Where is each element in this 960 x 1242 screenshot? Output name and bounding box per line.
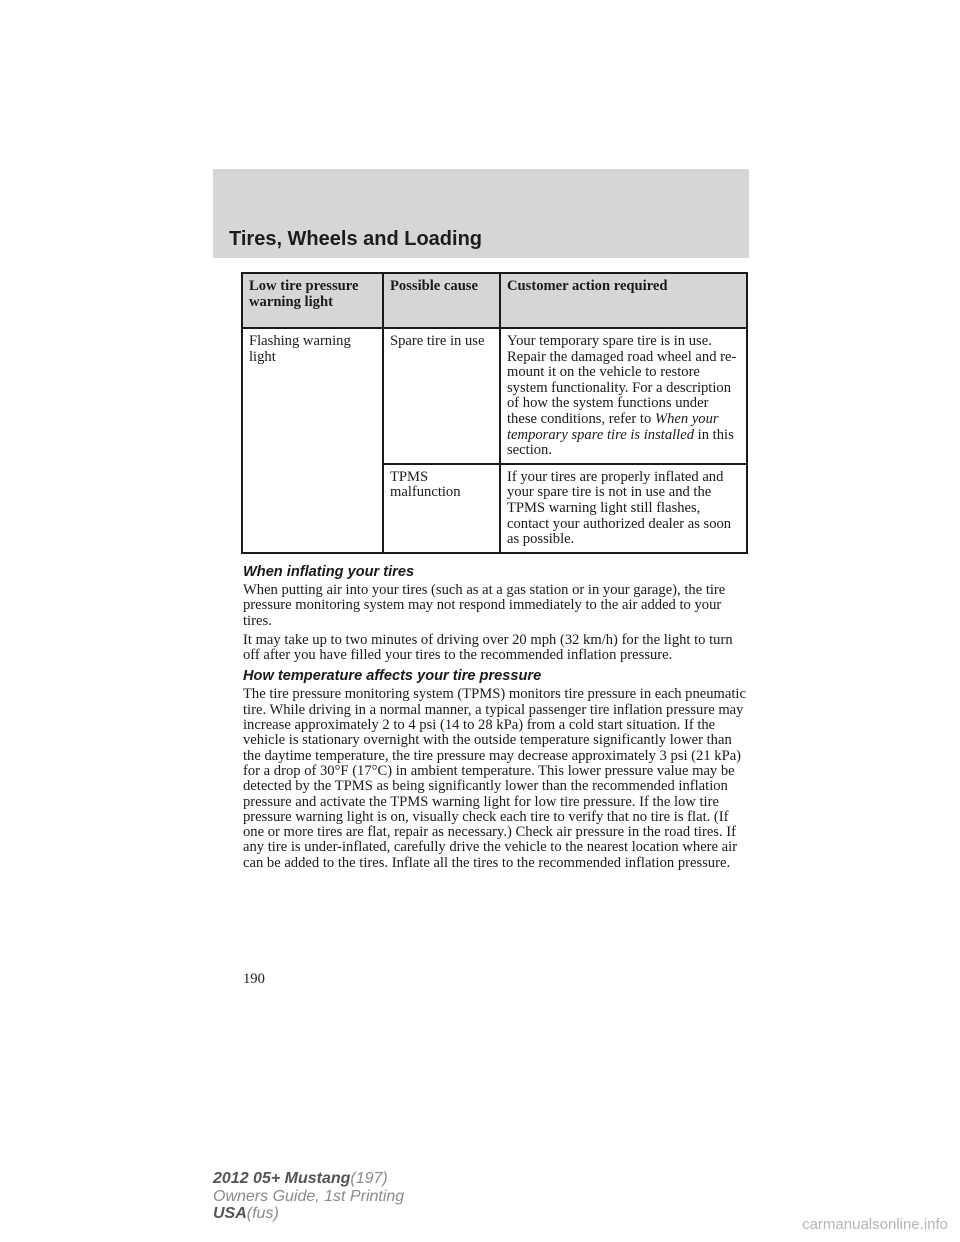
column-header-possible-cause: Possible cause	[383, 273, 500, 328]
footer-region-code: (fus)	[246, 1205, 279, 1222]
print-footer	[213, 1170, 404, 1223]
paragraph: It may take up to two minutes of driving over 20 mph (32 km/h) for the light to turn off after you have filled your tires to the recommended inflation pressure.	[243, 631, 733, 664]
cell-action: If your tires are properly inflated and your spare tire is not in use and the TPMS warning light still flashes, contact your authorized dealer as soon as possible.	[500, 464, 747, 553]
column-header-customer-action: Customer action required	[500, 273, 747, 328]
page-number: 190	[243, 971, 265, 987]
paragraph: When putting air into your tires (such as at a gas station or in your garage), the tire pressure monitoring system may not respond immediately to the air added to your tires.	[243, 582, 726, 629]
cell-warning-light: Flashing warning light	[242, 328, 383, 553]
paragraph: The tire pressure monitoring system (TPMS) monitors tire pressure in each pneumatic tire. While driving in a normal manner, a typical passenger tire inflation pressure may increase approximately 2 to 4 psi (14 to 28 kPa) from a cold start situation. If the vehicle is stationary overnight with the outside temperature significantly lower than the daytime temperature, the tire pressure may decrease approximately 3 psi (21 kPa) for a drop of 30°F (17°C) in ambient temperature. This lower pressure value may be detected by the TPMS as being significantly lower than the recommended inflation pressure and activate the TPMS warning light for low tire pressure. If the low tire pressure warning light is on, visually check each tire to verify that no tire is flat. (If one or more tires are flat, repair as necessary.) Check air pressure in the road tires. If any tire is under-inflated, carefully drive the vehicle to the nearest location where air can be added to the tires. Inflate all the tires to the recommended inflation pressure.	[243, 686, 746, 871]
footer-code: (197)	[350, 1170, 388, 1187]
footer-model: 2012 05+ Mustang	[213, 1170, 351, 1187]
body-content	[243, 563, 753, 875]
watermark: carmanualsonline.info	[802, 1216, 948, 1233]
column-header-warning-light: Low tire pressure warning light	[242, 273, 383, 328]
cell-cause: TPMS malfunction	[383, 464, 500, 553]
footer-line-3	[213, 1205, 404, 1223]
footer-line-2: Owners Guide, 1st Printing	[213, 1187, 405, 1205]
table-header-row	[242, 273, 747, 328]
subheading-temperature: How temperature affects your tire pressure	[243, 668, 542, 685]
table-row	[242, 328, 747, 464]
subheading-inflating: When inflating your tires	[243, 564, 415, 580]
footer-region: USA	[213, 1205, 247, 1222]
warning-light-table	[241, 272, 748, 554]
action-text: Your temporary spare tire is in use. Repair the damaged road wheel and re-mount it on the vehicle to restore system functionality. For a description of how the system functions under these conditions, refer to	[507, 333, 737, 427]
cell-cause: Spare tire in use	[383, 328, 500, 464]
footer-line-1	[213, 1170, 404, 1188]
cell-action	[500, 328, 747, 464]
action-text-end: in this section.	[507, 426, 734, 459]
cross-reference-text: When your temporary spare tire is installed	[507, 410, 719, 443]
section-title: Tires, Wheels and Loading	[229, 228, 483, 250]
